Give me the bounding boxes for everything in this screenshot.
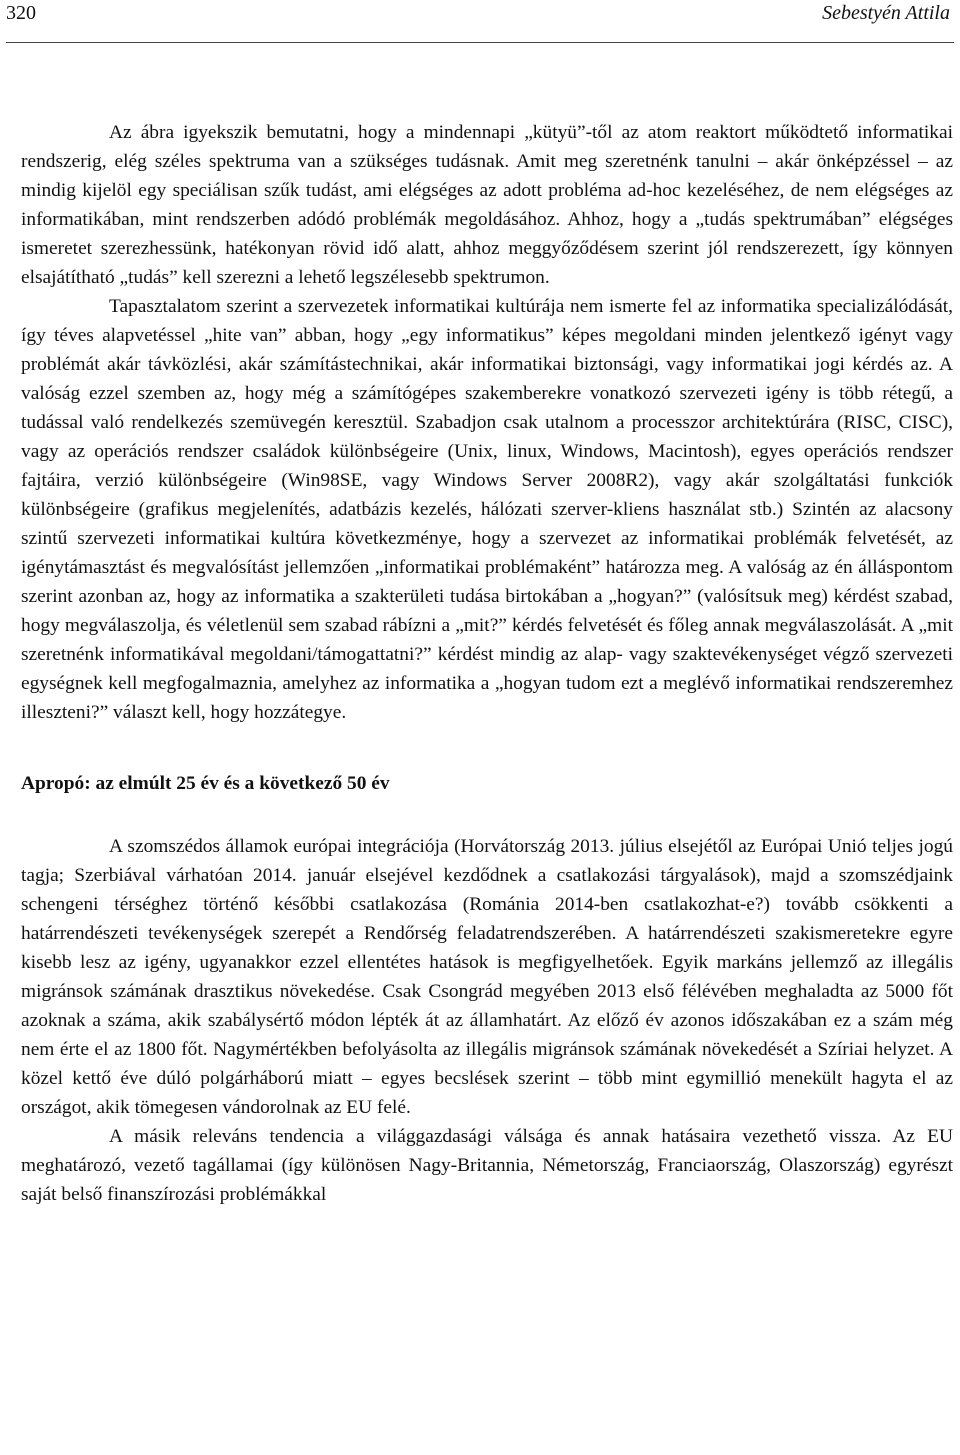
body-paragraph: A szomszédos államok európai integrációja (Horvátország 2013. július elsejétől az Európai Unió teljes jogú tagja; Szerbiával várhatóan 2014. január elsejével kezdődnek a csatlakozási tárgyalások), majd a szomszédjaink schengeni térséghez történő későbbi csatlakozása (Románia 2014-ben csatlakozhat-e?) tovább csökkenti a határrendészeti tevékenységek szerepét a Rendőrség feladatrendszerében. A határrendészeti szakismeretekre egyre kisebb lesz az igény, ugyanakkor ezzel ellentétes hatások is megfigyelhetőek. Egyik markáns jellemző az illegális migránsok számának drasztikus növekedése. Csak Csongrád megyében 2013 első félévében meghaladta az 5000 főt azoknak a száma, akik szabálysértő módon lépték át az államhatárt. Az előző év azonos időszakában ez a szám még nem érte el az 1800 főt. Nagymértékben befolyásolta az illegális migránsok számának növekedését a Szíriai helyzet. A közel kettő éve dúló polgárháború miatt – egyes becslések szerint – több mint egymillió menekült hagyta el az országot, akik tömegesen vándorolnak az EU felé. <box>21 836 953 1118</box>
body-paragraph: A másik releváns tendencia a világgazdasági válsága és annak hatásaira vezethető vissza. Az EU meghatározó, vezető tagállamai (így különösen Nagy-Britannia, Németország, Franciaország, Olaszország) egyrészt saját belső finanszírozási problémákkal <box>21 1126 953 1205</box>
body-paragraph: Az ábra igyekszik bemutatni, hogy a mindennapi „kütyü”-től az atom reaktort működtető informatikai rendszerig, elég széles spektruma van a szükséges tudásnak. Amit meg szeretnénk tanulni – akár önképzéssel – az mindig kijelöl egy speciálisan szűk tudást, ami elégséges az adott probléma ad-hoc kezeléséhez, de nem elégséges az informatikában, mint rendszerben adódó problémák megoldásához. Ahhoz, hogy a „tudás spektrumában” elégséges ismeretet szerezhessünk, hatékonyan rövid idő alatt, ahhoz meggyőződésem szerint jól rendszerezett, így könnyen elsajátítható „tudás” kell szerezni a lehető legszélesebb spektrumon. <box>21 122 953 288</box>
running-head-author: Sebestyén Attila <box>822 2 950 24</box>
page-header <box>6 0 954 43</box>
body-paragraph: Tapasztalatom szerint a szervezetek informatikai kultúrája nem ismerte fel az informatika specializálódását, így téves alapvetéssel „hite van” abban, hogy „egy informatikus” képes megoldani minden jelentkező igényt vagy problémát akár távközlési, akár számítástechnikai, akár informatikai biztonsági, vagy informatikai jogi kérdés az. A valóság ezzel szemben az, hogy még a számítógépes szakemberekre vonatkozó szervezeti igény is több rétegű, a tudással való rendelkezés szemüvegén keresztül. Szabadjon csak utalnom a processzor architektúrára (RISC, CISC), vagy az operációs rendszer családok különbségeire (Unix, linux, Windows, Macintosh), egyes operációs rendszer fajtáira, verzió különbségeire (Win98SE, vagy Windows Server 2008R2), vagy akár szolgáltatási funkciók különbségeire (grafikus megjelenítés, adatbázis kezelés, hálózati szerver-kliens használat stb.) Szintén az alacsony szintű szervezeti informatikai kultúra következménye, hogy a szervezet az informatikai problémák felvetését, az igénytámasztást és megvalósítást jellemzően „informatikai problémaként” határozza meg. A valóság az én álláspontom szerint azonban az, hogy az informatika a szakterületi tudása birtokában a „hogyan?” (valósítsuk meg) kérdést szabad, hogy megválaszolja, és véletlenül sem szabad rábízni a „mit?” kérdés felvetését és főleg annak megválaszolását. A „mit szeretnénk informatikával megoldani/támogattatni?” kérdést mindig az alap- vagy szaktevékenységet végző szervezeti egységnek kell megfogalmaznia, amelyhez az informatika a „hogyan tudom ezt a meglévő informatikai rendszeremhez illeszteni?” választ kell, hogy hozzátegye. <box>21 296 953 723</box>
page-number: 320 <box>6 2 36 24</box>
section-heading: Apropó: az elmúlt 25 év és a következő 50 év <box>21 773 390 794</box>
document-body <box>21 118 953 1209</box>
